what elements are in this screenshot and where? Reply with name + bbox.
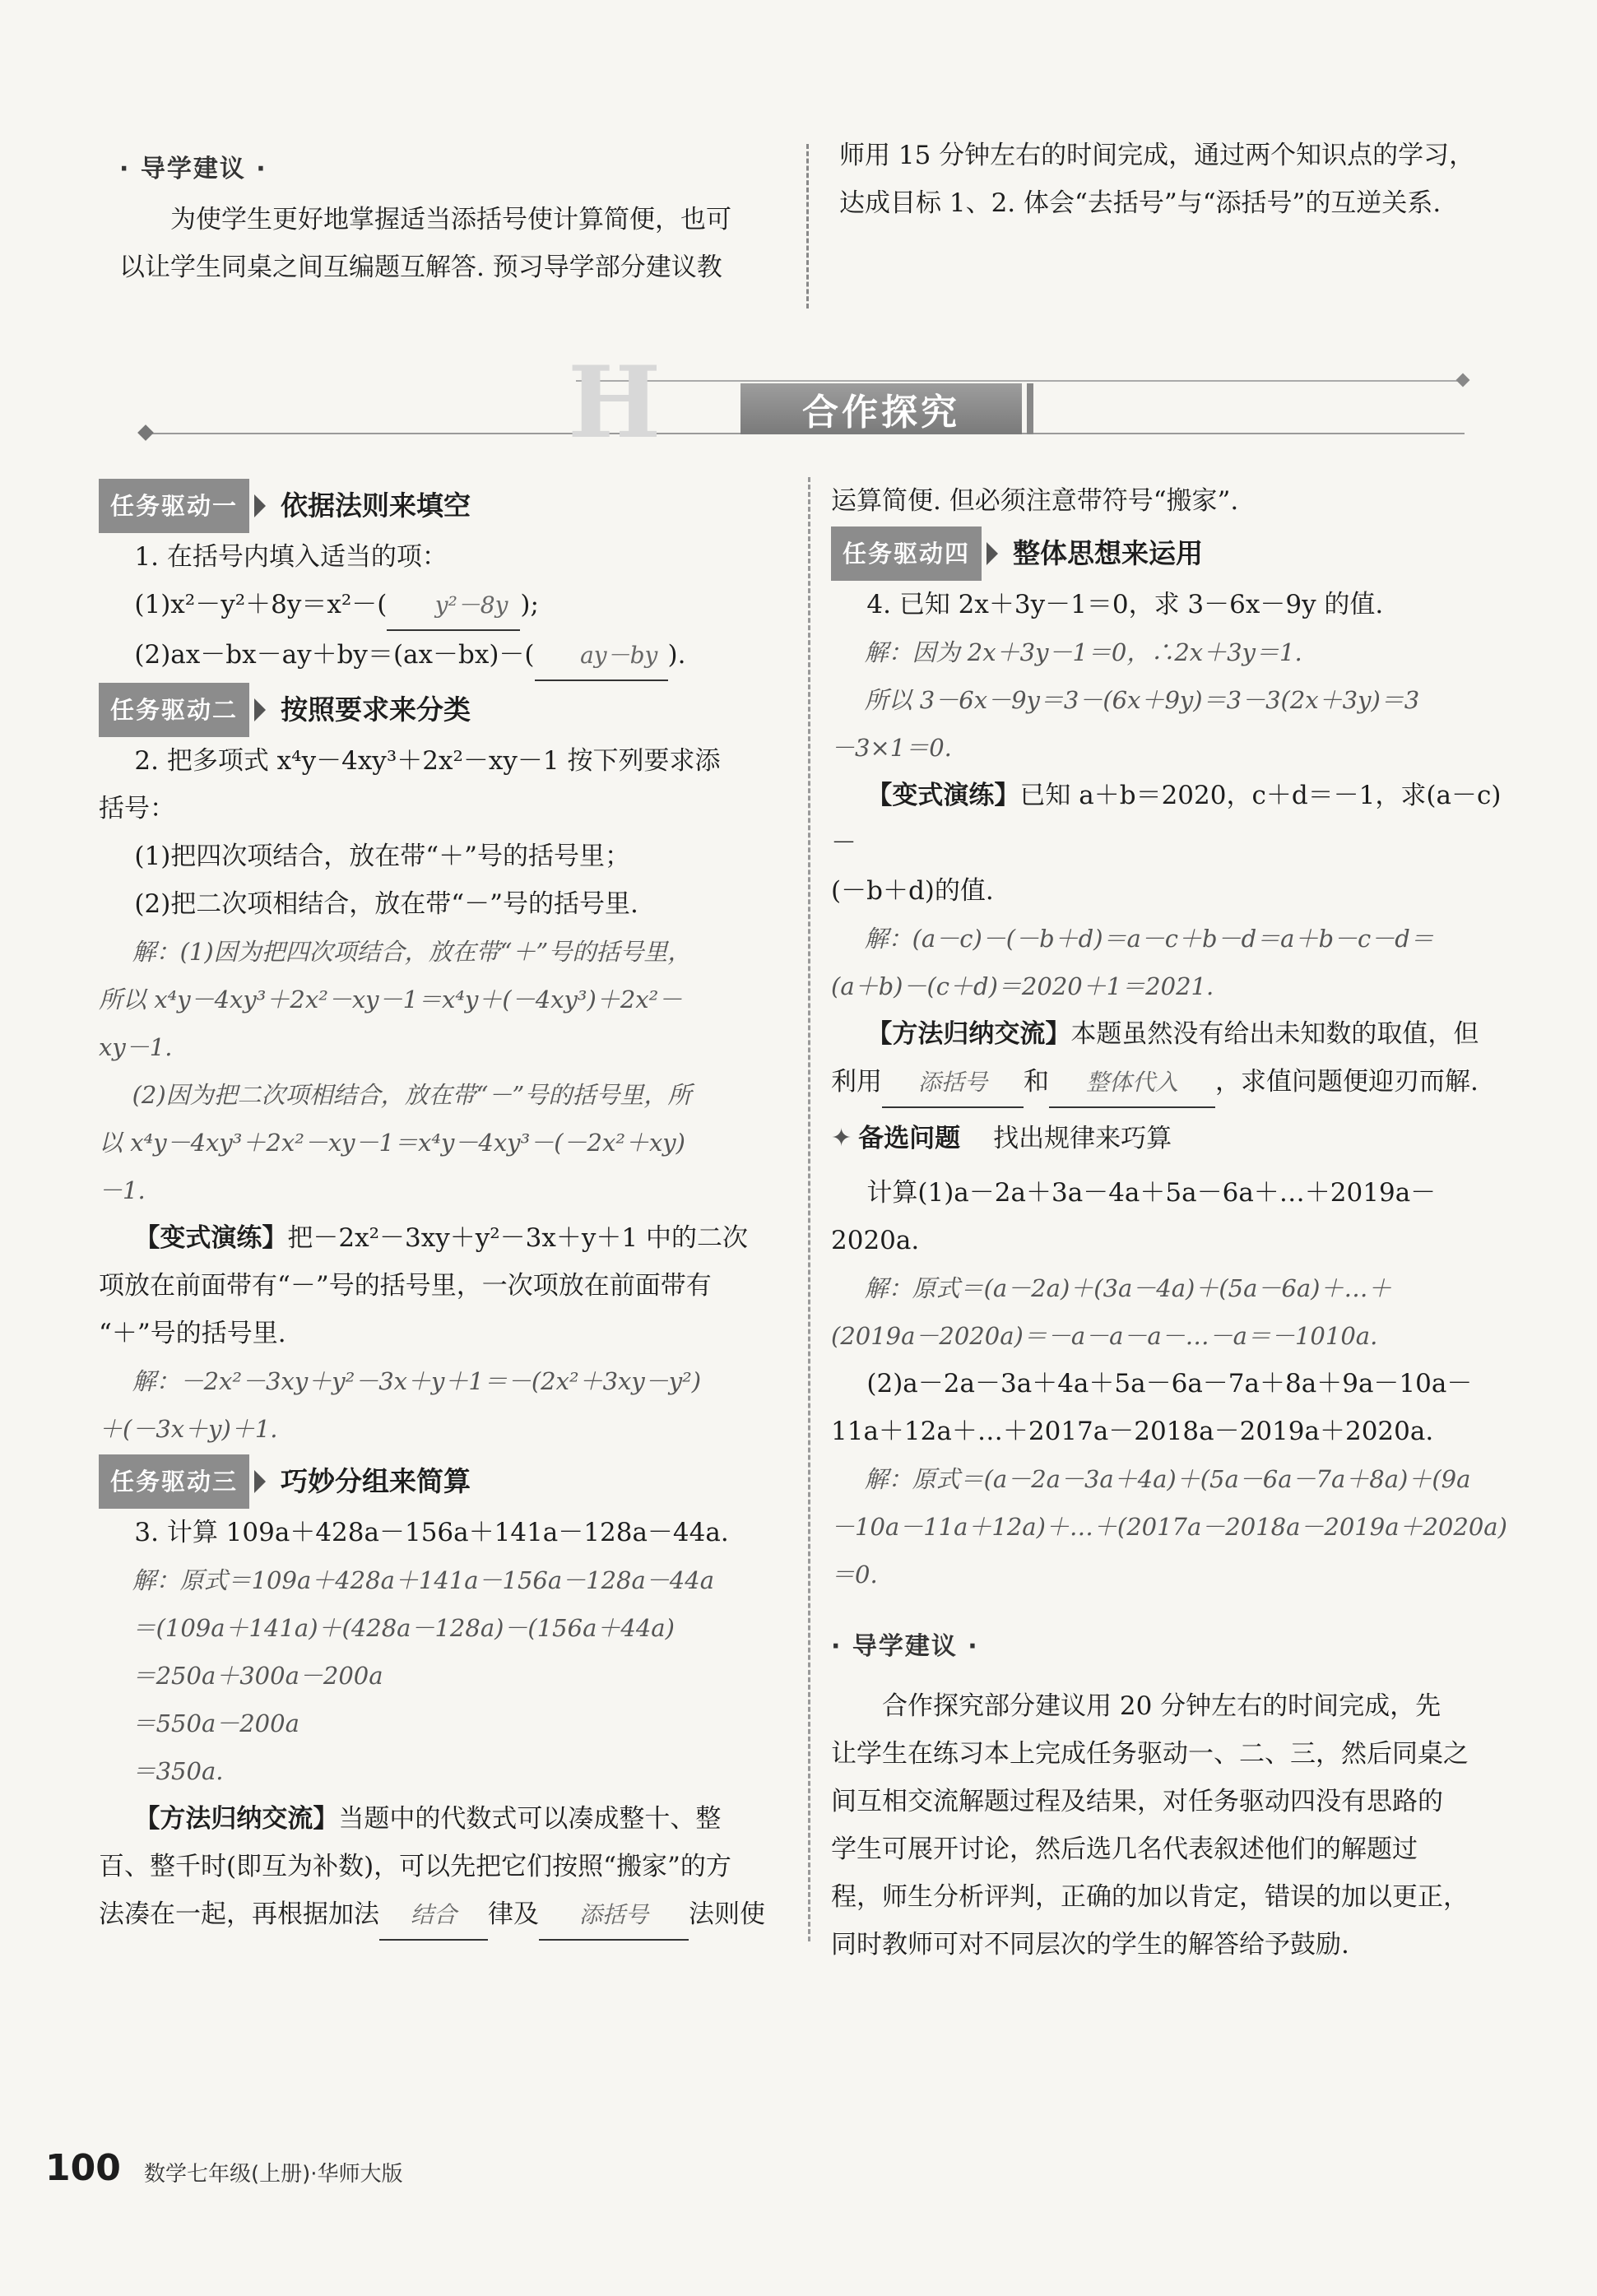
guide-line: 同时教师可对不同层次的学生的解答给予鼓励. [831,1930,1349,1960]
solution-line: 解：因为 2x＋3y－1＝0，∴2x＋3y＝1. [864,638,1302,666]
variant-exercise: 【变式演练】把－2x²－3xy＋y²－3x＋y＋1 中的二次 [134,1223,748,1253]
solution-line: 解：原式＝(a－2a－3a＋4a)＋(5a－6a－7a＋8a)＋(9a [864,1465,1471,1493]
solution-line: －3×1＝0. [831,734,952,762]
left-column [99,477,790,1941]
answer-blank: 添括号 [882,1059,1024,1108]
question: 11a＋12a＋…＋2017a－2018a－2019a＋2020a. [831,1417,1434,1446]
answer-blank: 结合 [379,1891,488,1941]
guide-line: 为使学生更好地掌握适当添括号使计算简便，也可 [170,205,731,234]
variant-tag: 【变式演练】 [134,1223,288,1253]
solution-line: 解：原式＝109a＋428a＋141a－156a－128a－44a [132,1566,714,1594]
question: 4. 已知 2x＋3y－1＝0，求 3－6x－9y 的值. [866,590,1384,619]
solution-line: ＝0. [831,1561,878,1589]
guide-title: · 导学建议 · [119,155,267,183]
question-part: (2)把二次项相结合，放在带“－”号的括号里. [134,889,638,919]
method-line: 利用 添括号 和 整体代入 ，求值问题便迎刃而解. [831,1058,1522,1108]
page-number: 100 [45,2147,121,2189]
method-line: 法凑在一起，再根据加法 结合 律及 添括号 法则使 [99,1890,790,1941]
guide-line: 师用 15 分钟左右的时间完成，通过两个知识点的学习， [839,141,1475,170]
question-part: (1)x²－y²＋8y＝x²－( y²－8y ); [99,581,790,631]
method-tag: 【方法归纳交流】 [134,1804,339,1834]
guide-line: 程，师生分析评判，正确的加以肯定，错误的加以更正， [831,1882,1469,1912]
solution-line: ＝(109a＋141a)＋(428a－128a)－(156a＋44a) [132,1614,675,1642]
solution-line: －10a－11a＋12a)＋…＋(2017a－2018a－2019a＋2020a) [831,1513,1507,1541]
guide-line: 达成目标 1、2. 体会“去括号”与“添括号”的互逆关系. [839,188,1441,218]
solution-line: (a＋b)－(c＋d)＝2020＋1＝2021. [831,972,1214,1000]
answer-blank: ay－by [535,632,668,681]
star-icon: ✦ [831,1124,852,1153]
divider [806,144,809,308]
column-divider [808,477,810,1941]
task-title: 巧妙分组来简算 [281,1465,471,1497]
solution-line: 以 x⁴y－4xy³＋2x²－xy－1＝x⁴y－4xy³－(－2x²＋xy) [99,1129,685,1157]
solution-line: 解：(a－c)－(－b＋d)＝a－c＋b－d＝a＋b－c－d＝ [864,925,1434,953]
solution-line: 解：(1)因为把四次项结合，放在带“＋”号的括号里， [132,938,692,966]
variant-line: (－b＋d)的值. [831,876,994,906]
solution-line: xy－1. [99,1033,173,1061]
banner-ornament [1456,373,1470,387]
top-guide-left [119,148,778,291]
variant-line: “＋”号的括号里. [99,1319,286,1348]
solution-line: (2)因为把二次项相结合，放在带“－”号的括号里，所 [132,1081,692,1109]
banner-bar [1027,383,1033,434]
arrow-icon [254,494,266,517]
solution-line: 解：原式＝(a－2a)＋(3a－4a)＋(5a－6a)＋…＋ [864,1274,1392,1302]
question: 3. 计算 109a＋428a－156a＋141a－128a－44a. [134,1518,729,1547]
alt-problem-header [831,1115,1522,1162]
variant-tag: 【变式演练】 [866,781,1020,810]
task-header [831,530,1522,577]
guide-title: · 导学建议 · [831,1632,979,1661]
question: 2020a. [831,1226,920,1255]
guide-line: 让学生在练习本上完成任务驱动一、二、三，然后同桌之 [831,1739,1469,1769]
alt-tag: 备选问题 [858,1124,961,1153]
solution-line: 解：－2x²－3xy＋y²－3x＋y＋1＝－(2x²＋3xy－y²) [132,1367,702,1395]
method-line: 百、整千时(即互为补数)，可以先把它们按照“搬家”的方 [99,1852,731,1881]
task-title: 整体思想来运用 [1013,537,1204,569]
banner-rule [576,380,1460,382]
question-part: (1)把四次项结合，放在带“＋”号的括号里； [134,842,630,871]
solution-line: ＝250a＋300a－200a [132,1662,383,1690]
guide-line: 间互相交流解题过程及结果，对任务驱动四没有思路的 [831,1787,1443,1816]
arrow-icon [254,1470,266,1493]
answer-blank: 添括号 [539,1891,689,1941]
task-title: 按照要求来分类 [281,693,471,726]
bottom-guide [831,1623,1522,1969]
method-tag: 【方法归纳交流】 [866,1019,1071,1049]
question: (2)a－2a－3a＋4a＋5a－6a－7a＋8a＋9a－10a－ [866,1369,1473,1398]
solution-line: ＝350a. [132,1757,224,1785]
top-guide-right [839,141,1514,227]
guide-line: 合作探究部分建议用 20 分钟左右的时间完成，先 [882,1691,1441,1721]
question: 括号： [99,794,175,823]
solution-line: ＋(－3x＋y)＋1. [99,1415,278,1443]
method-line: 运算简便. 但必须注意带符号“搬家”. [831,486,1239,516]
footer-title: 数学七年级(上册)·华师大版 [144,2162,403,2187]
solution-line: ＝550a－200a [132,1709,299,1737]
solution-line: 所以 x⁴y－4xy³＋2x²－xy－1＝x⁴y＋(－4xy³)＋2x²－ [99,986,683,1013]
task-header [99,1458,790,1505]
banner-letter: H [568,345,662,461]
guide-line: 学生可展开讨论，然后选几名代表叙述他们的解题过 [831,1834,1418,1864]
question: 1. 在括号内填入适当的项： [134,542,448,572]
task-tag: 任务驱动二 [99,683,249,737]
method-summary: 【方法归纳交流】本题虽然没有给出未知数的取值，但 [866,1019,1479,1049]
question-part: (2)ax－bx－ay＋by＝(ax－bx)－( ay－by ). [99,631,790,681]
task-tag: 任务驱动一 [99,479,249,533]
method-summary: 【方法归纳交流】当题中的代数式可以凑成整十、整 [134,1804,722,1834]
answer-blank: y²－8y [387,582,520,631]
task-tag: 任务驱动三 [99,1454,249,1509]
task-header [99,482,790,530]
variant-line: 项放在前面带有“－”号的括号里，一次项放在前面带有 [99,1271,712,1301]
alt-title: 找出规律来巧算 [993,1124,1172,1153]
arrow-icon [987,542,998,565]
right-column [831,477,1522,1969]
solution-line: (2019a－2020a)＝－a－a－a－…－a＝－1010a. [831,1322,1378,1350]
question: 计算(1)a－2a＋3a－4a＋5a－6a＋…＋2019a－ [866,1178,1437,1208]
solution-line: 所以 3－6x－9y＝3－(6x＋9y)＝3－3(2x＋3y)＝3 [864,686,1420,714]
section-title: 合作探究 [740,383,1022,434]
task-title: 依据法则来填空 [281,489,471,522]
guide-line: 以让学生同桌之间互编题互解答. 预习导学部分建议教 [119,253,722,282]
variant-exercise: 【变式演练】已知 a＋b＝2020，c＋d＝－1，求(a－c)－ [831,781,1502,858]
answer-blank: 整体代入 [1049,1059,1215,1108]
arrow-icon [254,698,266,721]
banner-ornament [137,424,154,441]
task-header [99,686,790,734]
solution-line: －1. [99,1176,146,1204]
task-tag: 任务驱动四 [831,526,982,581]
question: 2. 把多项式 x⁴y－4xy³＋2x²－xy－1 按下列要求添 [134,746,721,776]
